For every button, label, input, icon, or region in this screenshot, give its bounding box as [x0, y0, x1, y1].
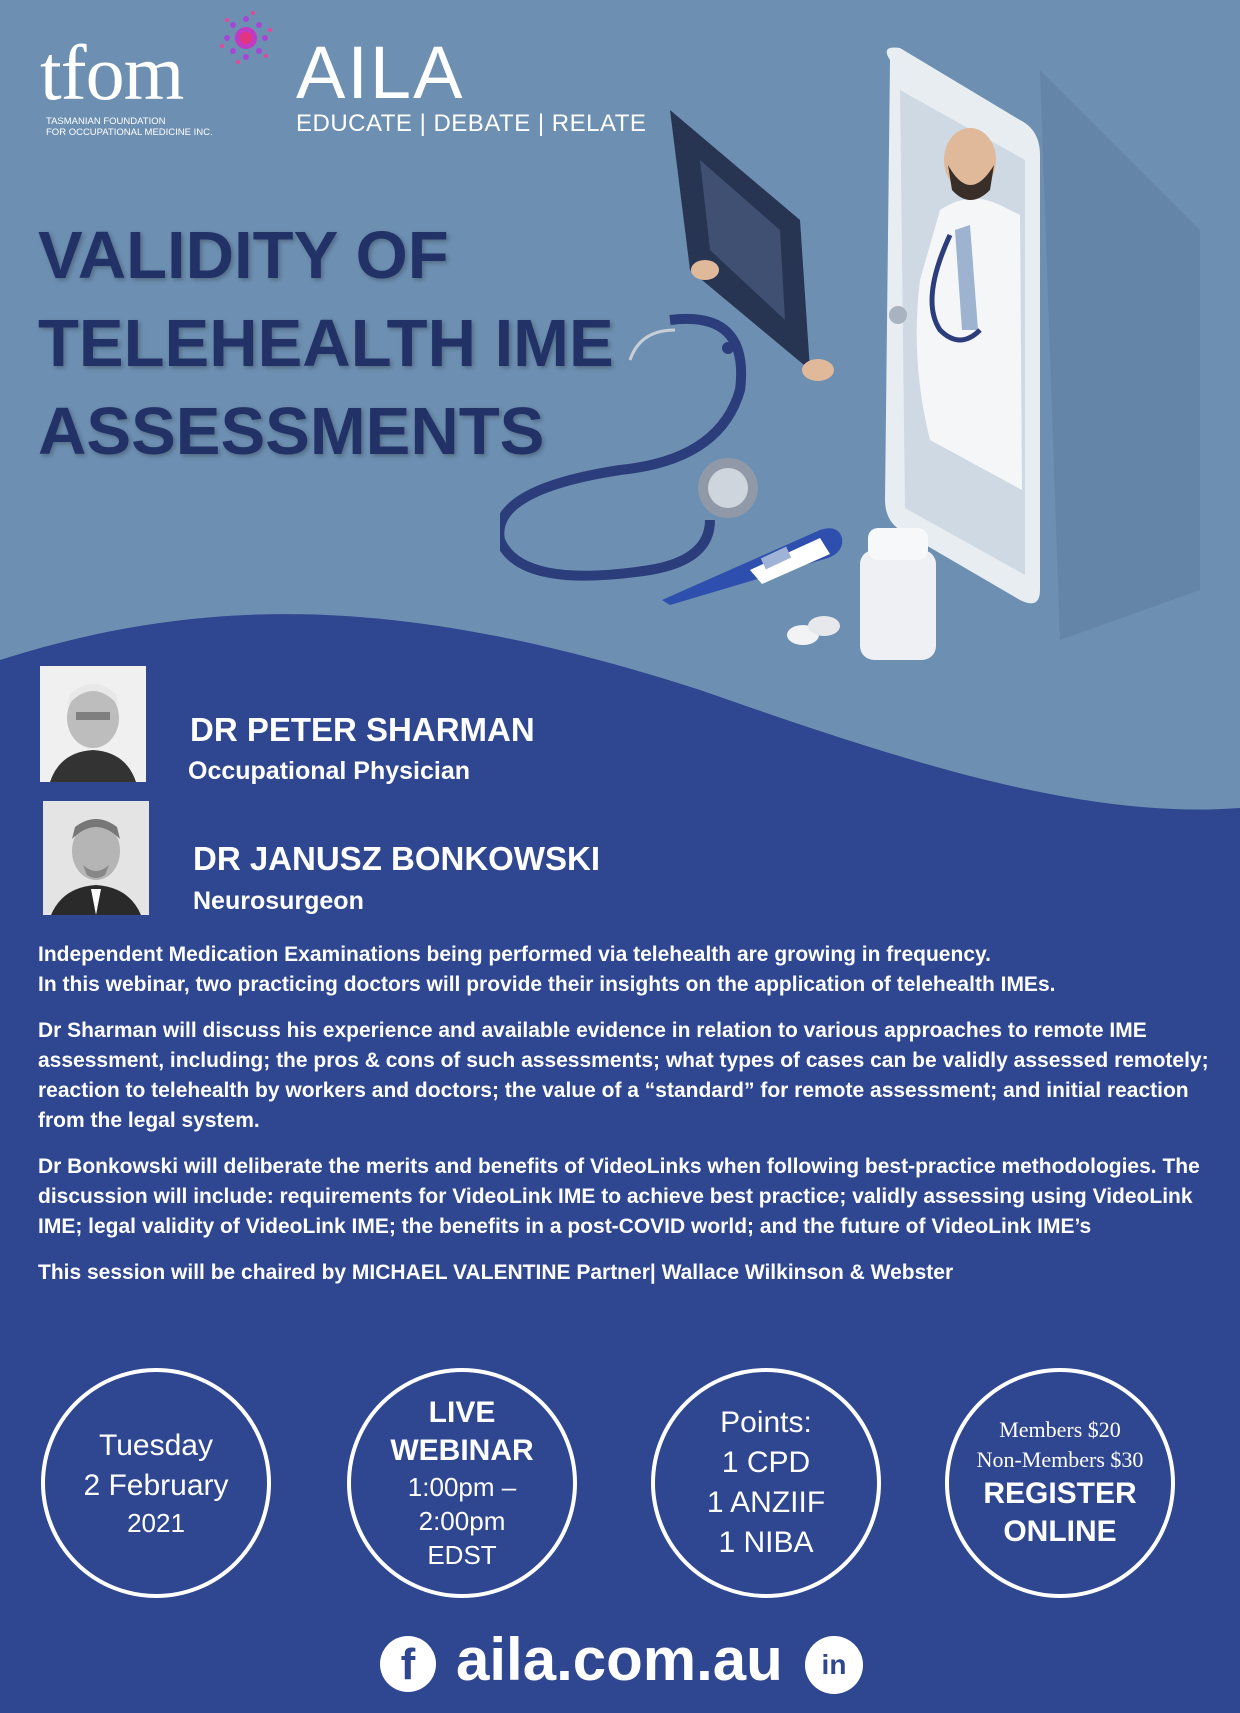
points-circle	[651, 1368, 881, 1598]
speaker-photo-bonkowski	[43, 801, 149, 915]
webinar-live: LIVE	[428, 1396, 496, 1429]
date-date: 2 February	[83, 1469, 229, 1502]
speaker-role: Occupational Physician	[188, 757, 471, 785]
title-line-1: VALIDITY OF	[38, 218, 449, 293]
price-non-members: Non-Members $30	[976, 1447, 1144, 1472]
title-line-2: TELEHEALTH IME	[38, 306, 614, 381]
tfom-burst-icon	[218, 10, 274, 66]
bonkowski-paragraph: Dr Bonkowski will deliberate the merits and benefits of VideoLinks when following best-practice methodologies. The discussion will include: requirements for VideoLink IME to achieve best practice; validly assessing using VideoLink IME; legal validity of VideoLink IME; the benefits in a post-COVID world; and the future of VideoLink IME’s	[38, 1155, 1200, 1238]
webinar-circle	[347, 1368, 577, 1598]
register-label[interactable]: REGISTER	[983, 1477, 1137, 1510]
linkedin-icon[interactable]: in	[805, 1636, 863, 1694]
register-online-label[interactable]: ONLINE	[1003, 1515, 1117, 1548]
tfom-sub-line2: FOR OCCUPATIONAL MEDICINE INC.	[46, 127, 213, 138]
points-cpd: 1 CPD	[721, 1446, 811, 1479]
intro-line-1: Independent Medication Examinations being performed via telehealth are growing in frequency.	[38, 943, 991, 966]
description	[38, 940, 1228, 1304]
speaker-name: DR PETER SHARMAN	[190, 711, 535, 748]
speaker-role: Neurosurgeon	[193, 887, 364, 915]
aila-tagline: EDUCATE | DEBATE | RELATE	[296, 110, 647, 137]
points-niba: 1 NIBA	[718, 1526, 814, 1559]
tfom-logo: tfom	[40, 29, 184, 116]
tfom-sub-line1: TASMANIAN FOUNDATION	[46, 116, 166, 127]
register-circle[interactable]	[945, 1368, 1175, 1598]
portrait-icon	[40, 666, 146, 782]
tfom-subtitle	[46, 116, 213, 138]
points-anziif: 1 ANZIIF	[706, 1486, 826, 1519]
webinar-time-end: 2:00pm	[418, 1506, 506, 1536]
webinar-label: WEBINAR	[390, 1434, 534, 1467]
date-circle	[41, 1368, 271, 1598]
webinar-timezone: EDST	[427, 1540, 497, 1570]
date-day: Tuesday	[99, 1429, 213, 1462]
date-year: 2021	[127, 1508, 185, 1538]
telehealth-illustration	[500, 30, 1240, 720]
speaker-photo-sharman	[40, 666, 146, 782]
webinar-time-start: 1:00pm –	[407, 1472, 517, 1502]
portrait-icon	[43, 801, 149, 915]
sharman-paragraph: Dr Sharman will discuss his experience and available evidence in relation to various approaches to remote IME assessment, including; the pros & cons of such assessments; what types of cases can be validly assessed remotely; reaction to telehealth by workers and doctors; the value of a “standard” for remote assessment; and initial reaction from the legal system.	[38, 1019, 1209, 1132]
aila-logo: AILA	[296, 31, 465, 114]
website-link[interactable]: aila.com.au	[456, 1626, 783, 1693]
facebook-icon[interactable]: f	[380, 1636, 436, 1692]
title-line-3: ASSESSMENTS	[38, 394, 545, 469]
points-label: Points:	[720, 1406, 812, 1439]
speaker-name: DR JANUSZ BONKOWSKI	[193, 840, 601, 877]
chair-paragraph: This session will be chaired by MICHAEL VALENTINE Partner| Wallace Wilkinson & Webster	[38, 1261, 954, 1284]
intro-paragraph	[38, 940, 1228, 1000]
price-members: Members $20	[999, 1417, 1121, 1442]
intro-line-2: In this webinar, two practicing doctors will provide their insights on the application of telehealth IMEs.	[38, 973, 1056, 996]
